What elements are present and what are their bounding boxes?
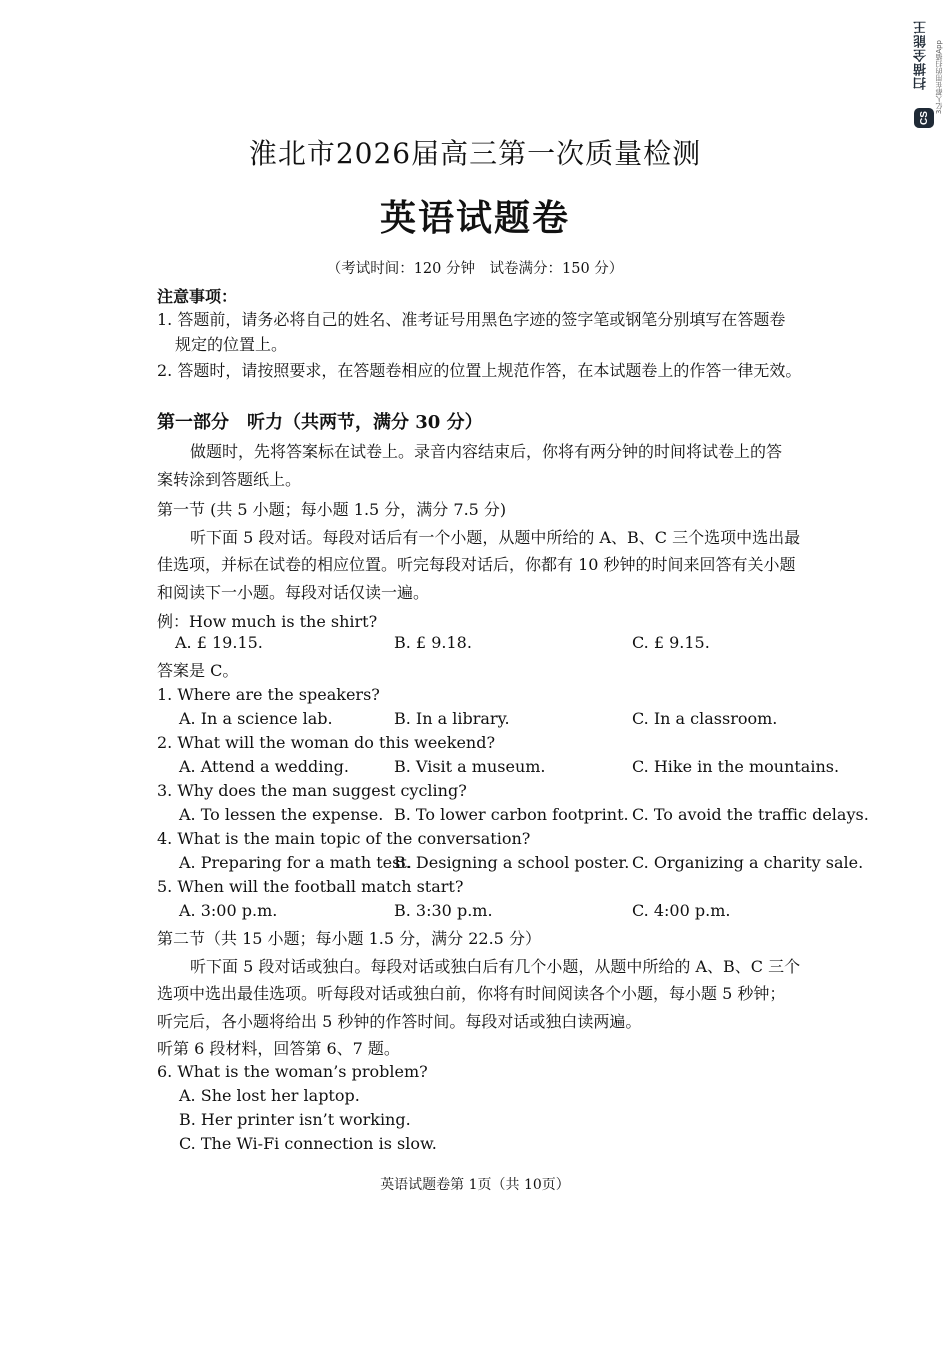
scanner-watermark [912,20,943,128]
question-5-option-c: C. 4:00 p.m. [632,901,731,920]
exam-title: 淮北市2026届高三第一次质量检测 [248,137,702,170]
watermark-brand: 扫描全能王 [914,20,929,90]
question-4: 4. What is the main topic of the conversation? [157,829,531,848]
section2-instr-line-2: 选项中选出最佳选项。听每段对话或独白前，你将有时间阅读各个小题，每小题 5 秒钟； [157,984,786,1003]
question-6-option-b: B. Her printer isn’t working. [179,1110,411,1129]
question-6: 6. What is the woman’s problem? [157,1062,428,1081]
watermark-tagline: 3亿人都在用的扫描App [935,40,943,115]
question-1-option-b: B. In a library. [394,709,510,728]
section2-instr-line-3: 听完后，各小题将给出 5 秒钟的作答时间。每段对话或独白读两遍。 [157,1012,642,1031]
example-option-a: A. £ 19.15. [175,633,263,652]
exam-subtitle: 英语试题卷 [379,197,570,239]
part1-intro-line-2: 案转涂到答题纸上。 [157,470,302,489]
example-option-b: B. £ 9.18. [394,633,472,652]
question-4-option-c: C. Organizing a charity sale. [632,853,864,872]
question-3-option-c: C. To avoid the traffic delays. [632,805,869,824]
notes-heading: 注意事项： [157,287,238,306]
section1-instr-line-2: 佳选项，并标在试卷的相应位置。听完每段对话后，你都有 10 秒钟的时间来回答有关小题 [157,555,796,574]
question-3-option-a: A. To lessen the expense. [179,805,384,824]
part1-intro-line-1: 做题时，先将答案标在试卷上。录音内容结束后，你将有两分钟的时间将试卷上的答 [190,442,783,461]
part1-heading: 第一部分 听力（共两节，满分 30 分） [157,412,483,433]
question-3: 3. Why does the man suggest cycling? [157,781,467,800]
question-5-option-b: B. 3:30 p.m. [394,901,493,920]
question-2-option-c: C. Hike in the mountains. [632,757,840,776]
cs-logo-icon: CS [914,108,934,128]
section1-instr-line-1: 听下面 5 段对话。每段对话后有一个小题，从题中所给的 A、B、C 三个选项中选出最 [190,528,801,547]
section2-instr-line-1: 听下面 5 段对话或独白。每段对话或独白后有几个小题，从题中所给的 A、B、C 三个 [190,957,801,976]
question-2-option-b: B. Visit a museum. [394,757,546,776]
question-4-option-b: B. Designing a school poster. [394,853,630,872]
section1-heading: 第一节 (共 5 小题；每小题 1.5 分，满分 7.5 分) [157,500,507,519]
example-answer: 答案是 C。 [157,661,239,680]
question-5-option-a: A. 3:00 p.m. [179,901,278,920]
question-5: 5. When will the football match start? [157,877,464,896]
example-question: 例：How much is the shirt? [157,612,378,631]
question-1-option-c: C. In a classroom. [632,709,778,728]
question-6-option-c: C. The Wi-Fi connection is slow. [179,1134,437,1153]
question-1-option-a: A. In a science lab. [179,709,333,728]
note-1-line-1: 1. 答题前，请务必将自己的姓名、准考证号用黑色字迹的签字笔或钢笔分别填写在答题卷 [157,310,786,329]
page-footer: 英语试题卷第 1页（共 10页） [380,1177,570,1193]
question-4-option-a: A. Preparing for a math test. [179,853,412,872]
section2-heading: 第二节（共 15 小题；每小题 1.5 分，满分 22.5 分） [157,929,541,948]
question-1: 1. Where are the speakers? [157,685,380,704]
question-6-option-a: A. She lost her laptop. [179,1086,360,1105]
material-6-heading: 听第 6 段材料，回答第 6、7 题。 [157,1039,400,1058]
question-2-option-a: A. Attend a wedding. [179,757,349,776]
example-option-c: C. £ 9.15. [632,633,710,652]
question-3-option-b: B. To lower carbon footprint. [394,805,629,824]
note-2: 2. 答题时，请按照要求，在答题卷相应的位置上规范作答，在本试题卷上的作答一律无效。 [157,361,802,380]
exam-info: （考试时间：120 分钟 试卷满分：150 分） [326,261,624,277]
question-2: 2. What will the woman do this weekend? [157,733,496,752]
section1-instr-line-3: 和阅读下一小题。每段对话仅读一遍。 [157,583,430,602]
note-1-line-2: 规定的位置上。 [175,335,288,354]
